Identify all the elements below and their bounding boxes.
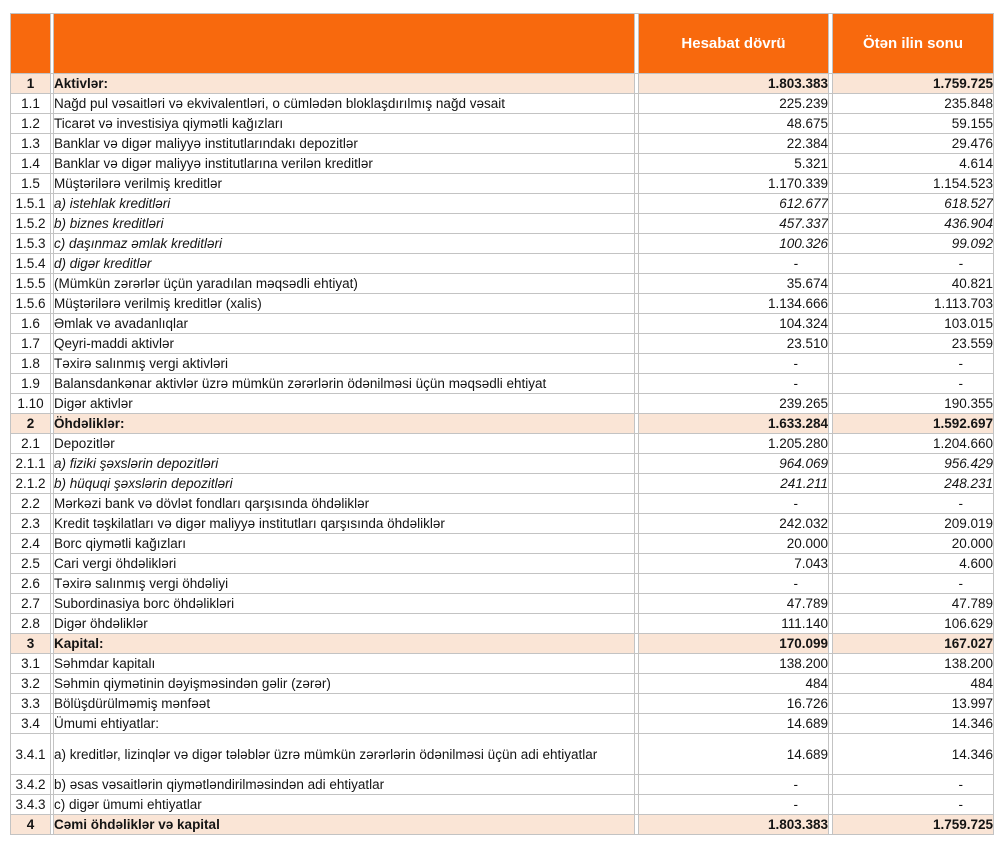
row-number-cell: 3.2 xyxy=(11,674,51,694)
prev-year-value-cell: 20.000 xyxy=(833,534,994,554)
account-label-cell: Cəmi öhdəliklər və kapital xyxy=(54,815,635,835)
table-row xyxy=(11,714,994,734)
year-end-column-header: Ötən ilin sonu xyxy=(833,14,994,74)
table-row xyxy=(11,254,994,274)
prev-year-value-cell: 13.997 xyxy=(833,694,994,714)
report-period-value-cell: 1.803.383 xyxy=(639,74,829,94)
table-row xyxy=(11,374,994,394)
table-row xyxy=(11,74,994,94)
report-period-value-cell: 14.689 xyxy=(639,734,829,775)
row-number-cell: 2.2 xyxy=(11,494,51,514)
table-row xyxy=(11,154,994,174)
report-period-value-cell: - xyxy=(639,494,829,514)
row-number-cell: 3.3 xyxy=(11,694,51,714)
table-row xyxy=(11,694,994,714)
account-label-cell: a) kreditlər, lizinqlər və digər tələblər üzrə mümkün zərərlərin ödənilməsi üçün adi ehtiyatlar xyxy=(54,734,635,775)
table-row xyxy=(11,234,994,254)
row-number-cell: 1.10 xyxy=(11,394,51,414)
report-period-value-cell: 1.803.383 xyxy=(639,815,829,835)
report-period-value-cell: 20.000 xyxy=(639,534,829,554)
report-period-value-cell: 138.200 xyxy=(639,654,829,674)
report-period-value-cell: 612.677 xyxy=(639,194,829,214)
prev-year-value-cell: 14.346 xyxy=(833,714,994,734)
prev-year-value-cell: 1.204.660 xyxy=(833,434,994,454)
prev-year-value-cell: 209.019 xyxy=(833,514,994,534)
prev-year-value-cell: 14.346 xyxy=(833,734,994,775)
table-body xyxy=(11,74,994,835)
table-row xyxy=(11,194,994,214)
row-number-cell: 2.1.1 xyxy=(11,454,51,474)
row-number-cell: 2.6 xyxy=(11,574,51,594)
row-number-cell: 1.5.6 xyxy=(11,294,51,314)
table-row xyxy=(11,454,994,474)
prev-year-value-cell: 1.113.703 xyxy=(833,294,994,314)
report-period-value-cell: 225.239 xyxy=(639,94,829,114)
account-label-cell: Digər öhdəliklər xyxy=(54,614,635,634)
account-label-cell: Aktivlər: xyxy=(54,74,635,94)
row-number-cell: 1.8 xyxy=(11,354,51,374)
prev-year-value-cell: 484 xyxy=(833,674,994,694)
report-period-value-cell: - xyxy=(639,775,829,795)
account-label-cell: Mərkəzi bank və dövlət fondları qarşısında öhdəliklər xyxy=(54,494,635,514)
row-number-cell: 2.1 xyxy=(11,434,51,454)
row-number-column-header xyxy=(11,14,51,74)
table-row xyxy=(11,734,994,775)
row-number-cell: 1.9 xyxy=(11,374,51,394)
table-row xyxy=(11,534,994,554)
row-number-cell: 2.3 xyxy=(11,514,51,534)
account-label-cell: Digər aktivlər xyxy=(54,394,635,414)
table-row xyxy=(11,574,994,594)
balance-sheet-table xyxy=(10,13,994,835)
account-label-cell: c) daşınmaz əmlak kreditləri xyxy=(54,234,635,254)
prev-year-value-cell: 99.092 xyxy=(833,234,994,254)
prev-year-value-cell: 167.027 xyxy=(833,634,994,654)
account-label-cell: Borc qiymətli kağızları xyxy=(54,534,635,554)
row-number-cell: 1.5.3 xyxy=(11,234,51,254)
account-label-cell: b) hüquqi şəxslərin depozitləri xyxy=(54,474,635,494)
row-number-cell: 3.1 xyxy=(11,654,51,674)
prev-year-value-cell: 4.600 xyxy=(833,554,994,574)
row-number-cell: 1.7 xyxy=(11,334,51,354)
row-number-cell: 1.3 xyxy=(11,134,51,154)
report-period-value-cell: 111.140 xyxy=(639,614,829,634)
table-row xyxy=(11,134,994,154)
report-period-value-cell: - xyxy=(639,374,829,394)
row-number-cell: 1.5.4 xyxy=(11,254,51,274)
prev-year-value-cell: 47.789 xyxy=(833,594,994,614)
table-row xyxy=(11,654,994,674)
report-period-value-cell: 7.043 xyxy=(639,554,829,574)
table-row xyxy=(11,354,994,374)
account-label-cell: Təxirə salınmış vergi öhdəliyi xyxy=(54,574,635,594)
account-label-cell: Təxirə salınmış vergi aktivləri xyxy=(54,354,635,374)
report-period-value-cell: 104.324 xyxy=(639,314,829,334)
row-number-cell: 2.5 xyxy=(11,554,51,574)
report-period-value-cell: 14.689 xyxy=(639,714,829,734)
account-label-cell: Səhmin qiymətinin dəyişməsindən gəlir (zərər) xyxy=(54,674,635,694)
row-number-cell: 1.1 xyxy=(11,94,51,114)
table-row xyxy=(11,114,994,134)
report-period-value-cell: 5.321 xyxy=(639,154,829,174)
report-period-value-cell: 48.675 xyxy=(639,114,829,134)
account-label-cell: Depozitlər xyxy=(54,434,635,454)
prev-year-value-cell: 235.848 xyxy=(833,94,994,114)
report-period-value-cell: 241.211 xyxy=(639,474,829,494)
table-row xyxy=(11,594,994,614)
account-label-cell: Subordinasiya borc öhdəlikləri xyxy=(54,594,635,614)
row-number-cell: 2.4 xyxy=(11,534,51,554)
prev-year-value-cell: 1.592.697 xyxy=(833,414,994,434)
table-row xyxy=(11,494,994,514)
report-period-value-cell: 1.170.339 xyxy=(639,174,829,194)
report-period-value-cell: 100.326 xyxy=(639,234,829,254)
row-number-cell: 2.8 xyxy=(11,614,51,634)
prev-year-value-cell: - xyxy=(833,374,994,394)
account-label-cell: a) istehlak kreditləri xyxy=(54,194,635,214)
report-period-value-cell: - xyxy=(639,795,829,815)
row-number-cell: 1.2 xyxy=(11,114,51,134)
prev-year-value-cell: 40.821 xyxy=(833,274,994,294)
report-period-value-cell: - xyxy=(639,574,829,594)
table-row xyxy=(11,474,994,494)
account-label-cell: Səhmdar kapitalı xyxy=(54,654,635,674)
report-period-value-cell: 35.674 xyxy=(639,274,829,294)
table-row xyxy=(11,274,994,294)
account-label-cell: Müştərilərə verilmiş kreditlər xyxy=(54,174,635,194)
account-label-cell: Müştərilərə verilmiş kreditlər (xalis) xyxy=(54,294,635,314)
prev-year-value-cell: - xyxy=(833,795,994,815)
report-period-value-cell: - xyxy=(639,254,829,274)
table-row xyxy=(11,314,994,334)
row-number-cell: 3.4.2 xyxy=(11,775,51,795)
prev-year-value-cell: 436.904 xyxy=(833,214,994,234)
row-number-cell: 1.5.2 xyxy=(11,214,51,234)
account-label-cell: Ümumi ehtiyatlar: xyxy=(54,714,635,734)
account-label-cell: Qeyri-maddi aktivlər xyxy=(54,334,635,354)
prev-year-value-cell: 103.015 xyxy=(833,314,994,334)
row-number-cell: 2.7 xyxy=(11,594,51,614)
report-period-value-cell: 242.032 xyxy=(639,514,829,534)
prev-year-value-cell: 1.154.523 xyxy=(833,174,994,194)
table-row xyxy=(11,414,994,434)
account-label-cell: a) fiziki şəxslərin depozitləri xyxy=(54,454,635,474)
account-label-cell: Əmlak və avadanlıqlar xyxy=(54,314,635,334)
prev-year-value-cell: 138.200 xyxy=(833,654,994,674)
account-label-cell: Kapital: xyxy=(54,634,635,654)
row-number-cell: 1 xyxy=(11,74,51,94)
row-number-cell: 1.4 xyxy=(11,154,51,174)
account-label-cell: Bölüşdürülməmiş mənfəət xyxy=(54,694,635,714)
account-label-cell: Banklar və digər maliyyə institutlarındakı depozitlər xyxy=(54,134,635,154)
table-row xyxy=(11,775,994,795)
account-label-cell: Cari vergi öhdəlikləri xyxy=(54,554,635,574)
account-label-cell: (Mümkün zərərlər üçün yaradılan məqsədli ehtiyat) xyxy=(54,274,635,294)
row-number-cell: 2 xyxy=(11,414,51,434)
row-number-cell: 3.4.1 xyxy=(11,734,51,775)
description-column-header xyxy=(54,14,635,74)
balance-sheet xyxy=(10,13,993,835)
table-row xyxy=(11,394,994,414)
report-period-value-cell: 964.069 xyxy=(639,454,829,474)
report-period-value-cell: 16.726 xyxy=(639,694,829,714)
account-label-cell: b) əsas vəsaitlərin qiymətləndirilməsindən adi ehtiyatlar xyxy=(54,775,635,795)
prev-year-value-cell: 248.231 xyxy=(833,474,994,494)
row-number-cell: 1.5.1 xyxy=(11,194,51,214)
prev-year-value-cell: 29.476 xyxy=(833,134,994,154)
row-number-cell: 3.4 xyxy=(11,714,51,734)
table-row xyxy=(11,94,994,114)
report-period-column-header: Hesabat dövrü xyxy=(639,14,829,74)
account-label-cell: d) digər kreditlər xyxy=(54,254,635,274)
report-period-value-cell: 47.789 xyxy=(639,594,829,614)
report-period-value-cell: 484 xyxy=(639,674,829,694)
table-header-row xyxy=(11,14,994,74)
prev-year-value-cell: 1.759.725 xyxy=(833,815,994,835)
prev-year-value-cell: - xyxy=(833,254,994,274)
table-row xyxy=(11,434,994,454)
prev-year-value-cell: 106.629 xyxy=(833,614,994,634)
account-label-cell: Banklar və digər maliyyə institutlarına verilən kreditlər xyxy=(54,154,635,174)
prev-year-value-cell: - xyxy=(833,775,994,795)
prev-year-value-cell: - xyxy=(833,354,994,374)
account-label-cell: Balansdankənar aktivlər üzrə mümkün zərərlərin ödənilməsi üçün məqsədli ehtiyat xyxy=(54,374,635,394)
prev-year-value-cell: 618.527 xyxy=(833,194,994,214)
table-row xyxy=(11,214,994,234)
report-period-value-cell: 1.205.280 xyxy=(639,434,829,454)
row-number-cell: 1.5 xyxy=(11,174,51,194)
prev-year-value-cell: 190.355 xyxy=(833,394,994,414)
table-row xyxy=(11,614,994,634)
row-number-cell: 1.6 xyxy=(11,314,51,334)
table-row xyxy=(11,334,994,354)
row-number-cell: 2.1.2 xyxy=(11,474,51,494)
prev-year-value-cell: 4.614 xyxy=(833,154,994,174)
table-row xyxy=(11,815,994,835)
report-period-value-cell: 1.134.666 xyxy=(639,294,829,314)
prev-year-value-cell: - xyxy=(833,494,994,514)
report-period-value-cell: 457.337 xyxy=(639,214,829,234)
account-label-cell: Ticarət və investisiya qiymətli kağızları xyxy=(54,114,635,134)
table-row xyxy=(11,174,994,194)
prev-year-value-cell: 956.429 xyxy=(833,454,994,474)
row-number-cell: 3.4.3 xyxy=(11,795,51,815)
prev-year-value-cell: 59.155 xyxy=(833,114,994,134)
report-period-value-cell: 22.384 xyxy=(639,134,829,154)
account-label-cell: Nağd pul vəsaitləri və ekvivalentləri, o cümlədən bloklaşdırılmış nağd vəsait xyxy=(54,94,635,114)
table-row xyxy=(11,554,994,574)
table-row xyxy=(11,514,994,534)
account-label-cell: b) biznes kreditləri xyxy=(54,214,635,234)
account-label-cell: Kredit təşkilatları və digər maliyyə institutları qarşısında öhdəliklər xyxy=(54,514,635,534)
report-period-value-cell: 170.099 xyxy=(639,634,829,654)
report-period-value-cell: - xyxy=(639,354,829,374)
prev-year-value-cell: 1.759.725 xyxy=(833,74,994,94)
account-label-cell: c) digər ümumi ehtiyatlar xyxy=(54,795,635,815)
account-label-cell: Öhdəliklər: xyxy=(54,414,635,434)
prev-year-value-cell: - xyxy=(833,574,994,594)
table-row xyxy=(11,634,994,654)
report-period-value-cell: 1.633.284 xyxy=(639,414,829,434)
table-row xyxy=(11,294,994,314)
row-number-cell: 3 xyxy=(11,634,51,654)
table-row xyxy=(11,674,994,694)
report-period-value-cell: 23.510 xyxy=(639,334,829,354)
row-number-cell: 4 xyxy=(11,815,51,835)
report-period-value-cell: 239.265 xyxy=(639,394,829,414)
row-number-cell: 1.5.5 xyxy=(11,274,51,294)
table-row xyxy=(11,795,994,815)
prev-year-value-cell: 23.559 xyxy=(833,334,994,354)
